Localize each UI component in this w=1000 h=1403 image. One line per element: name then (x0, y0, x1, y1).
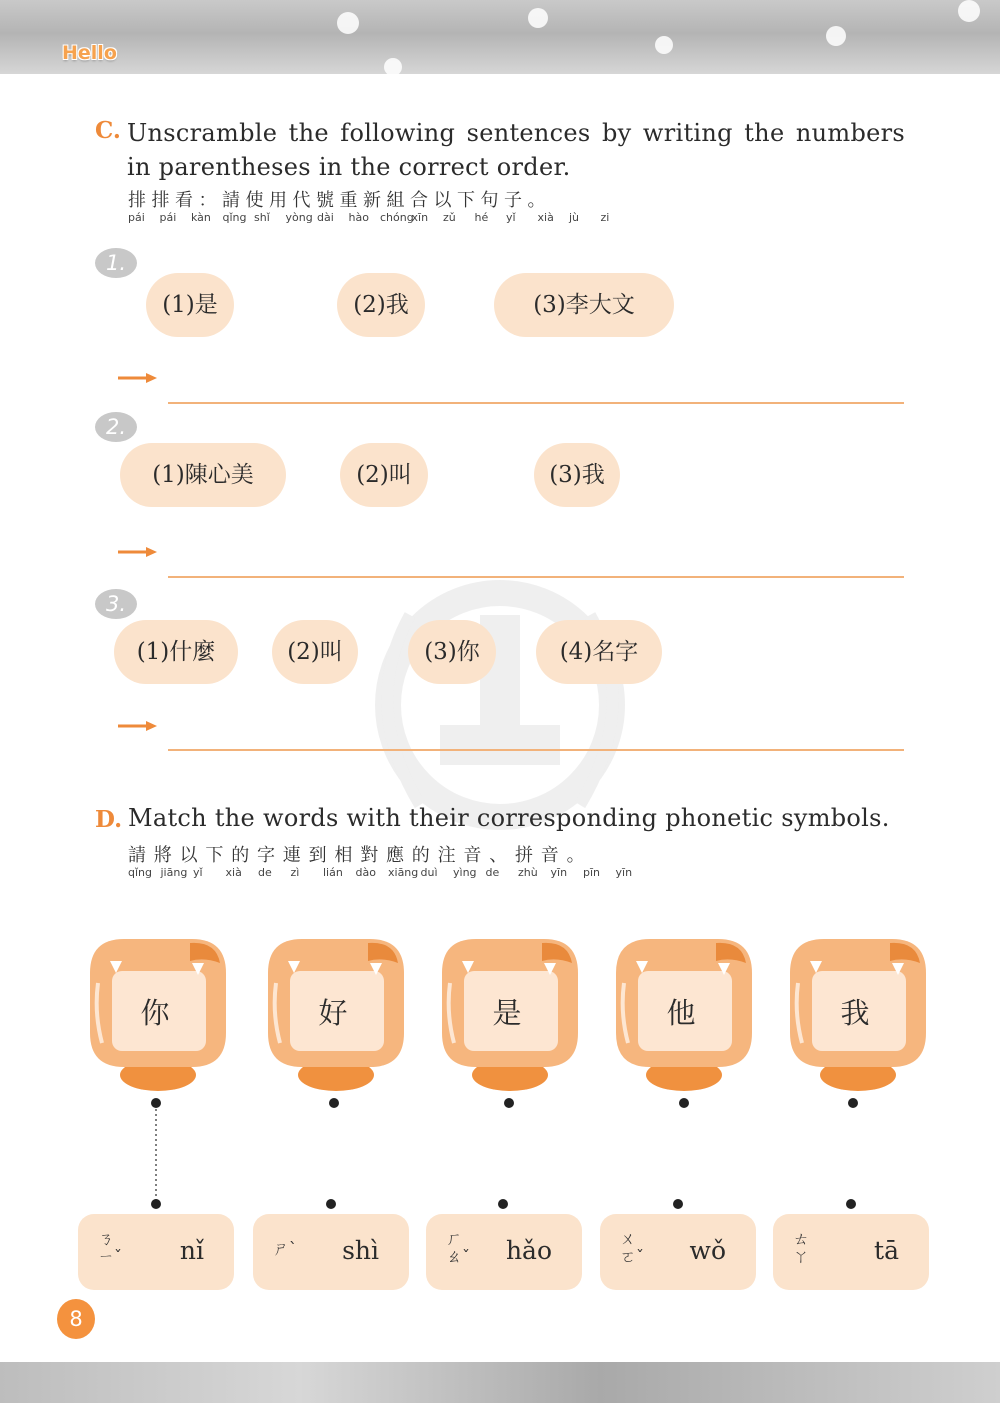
pinyin-syllable: xīn (411, 211, 429, 224)
connector-line (150, 1104, 162, 1206)
word-chip: (3)你 (408, 620, 496, 684)
question-number-2: 2. (95, 412, 137, 442)
pinyin-syllable: de (258, 866, 272, 879)
word-chip: (1)是 (146, 273, 234, 337)
pinyin-syllable: duì (420, 866, 438, 879)
bopomofo-label: ㄋ ㄧˇ (98, 1229, 123, 1266)
arrow-right-icon (118, 372, 158, 384)
section-c-letter: C. (95, 117, 121, 144)
word-chip: (2)叫 (272, 620, 358, 684)
pinyin-label: hǎo (505, 1236, 552, 1265)
match-dot-bottom[interactable] (326, 1199, 336, 1209)
pinyin-syllable: qǐng (222, 211, 247, 224)
section-c-title: Unscramble the following sentences by writing the numbers in parentheses in the correct order. (127, 119, 905, 181)
header-band (0, 0, 1000, 74)
pinyin-syllable: pái (128, 211, 145, 224)
section-d-chinese: 請將以下的字連到相對應的注音、拼音。 (128, 845, 593, 866)
pinyin-label: wǒ (689, 1236, 726, 1265)
pinyin-syllable: xià (537, 211, 554, 224)
word-chip: (2)叫 (340, 443, 428, 507)
pinyin-syllable: yīn (615, 866, 633, 879)
pinyin-syllable: yǐ (506, 211, 516, 224)
pinyin-syllable: jiāng (160, 866, 188, 879)
match-dot-bottom[interactable] (673, 1199, 683, 1209)
character-tile (780, 933, 936, 1093)
match-dot-bottom[interactable] (498, 1199, 508, 1209)
bopomofo-label: ㄏ ㄠˇ (446, 1229, 471, 1266)
match-dot-top[interactable] (679, 1098, 689, 1108)
phonetic-box-shi (253, 1214, 409, 1290)
match-dot-top[interactable] (504, 1098, 514, 1108)
tile-character: 他 (666, 996, 696, 1030)
bopomofo-label: ㄕˋ (273, 1239, 298, 1258)
pinyin-syllable: hé (474, 211, 489, 224)
pinyin-label: tā (874, 1236, 899, 1265)
pinyin-syllable: yìng (453, 866, 477, 879)
pinyin-syllable: shǐ (254, 211, 270, 224)
character-tile (432, 933, 588, 1093)
phonetic-box-ni (78, 1214, 234, 1290)
pinyin-label: shì (342, 1236, 379, 1265)
pinyin-syllable: yīn (550, 866, 568, 879)
phonetic-box-wo (600, 1214, 756, 1290)
page-number: 8 (57, 1299, 95, 1339)
pinyin-label: nǐ (179, 1236, 204, 1265)
question-number-3: 3. (95, 589, 137, 619)
pinyin-syllable: zì (290, 866, 300, 879)
character-tile (258, 933, 414, 1093)
pinyin-syllable: pīn (583, 866, 601, 879)
match-dot-top[interactable] (848, 1098, 858, 1108)
answer-line-3[interactable] (168, 749, 904, 751)
bopomofo-label: ㄨ ㄛˇ (620, 1229, 645, 1266)
word-chip: (1)陳心美 (120, 443, 286, 507)
phonetic-box-hao (426, 1214, 582, 1290)
pinyin-syllable: lián (323, 866, 343, 879)
pinyin-syllable: zhù (518, 866, 538, 879)
pinyin-syllable: de (485, 866, 500, 879)
match-dot-top[interactable] (151, 1098, 161, 1108)
pinyin-syllable: dài (317, 211, 334, 224)
word-chip: (1)什麼 (114, 620, 238, 684)
arrow-right-icon (118, 720, 158, 732)
tile-character: 是 (492, 996, 522, 1030)
pinyin-syllable: xiāng (388, 866, 419, 879)
pinyin-syllable: jù (569, 211, 580, 224)
section-d-letter: D. (95, 806, 123, 833)
pinyin-syllable: chóng (380, 211, 414, 224)
question-number-1: 1. (95, 248, 137, 278)
word-chip: (3)李大文 (494, 273, 674, 337)
tile-character: 好 (318, 996, 348, 1030)
word-chip: (4)名字 (536, 620, 662, 684)
match-dot-bottom[interactable] (151, 1199, 161, 1209)
answer-line-1[interactable] (168, 402, 904, 404)
pinyin-syllable: qǐng (128, 866, 152, 879)
answer-line-2[interactable] (168, 576, 904, 578)
header-title: Hello (62, 42, 117, 64)
phonetic-box-ta (773, 1214, 929, 1290)
pinyin-syllable: hào (348, 211, 369, 224)
pinyin-syllable: yǐ (193, 866, 203, 879)
bopomofo-label: ㄊ ㄚ (793, 1229, 810, 1266)
section-d-title: Match the words with their corresponding phonetic symbols. (128, 804, 890, 832)
arrow-right-icon (118, 546, 158, 558)
pinyin-syllable: kàn (191, 211, 211, 224)
pinyin-syllable: zǔ (443, 211, 456, 224)
pinyin-syllable: yòng (285, 211, 313, 224)
section-c-chinese: 排排看：請使用代號重新組合以下句子。 (128, 190, 551, 211)
pinyin-syllable: dào (355, 866, 376, 879)
tile-character: 你 (140, 996, 170, 1030)
pinyin-syllable: pái (159, 211, 177, 224)
footer-band (0, 1362, 1000, 1403)
section-c-pinyin (128, 211, 688, 225)
match-dot-bottom[interactable] (846, 1199, 856, 1209)
match-dot-top[interactable] (329, 1098, 339, 1108)
word-chip: (2)我 (337, 273, 425, 337)
word-chip: (3)我 (534, 443, 620, 507)
character-tile (606, 933, 762, 1093)
section-d-pinyin (128, 866, 688, 880)
pinyin-syllable: xià (225, 866, 242, 879)
character-tile (80, 933, 236, 1093)
pinyin-syllable: zi (600, 211, 610, 224)
tile-character: 我 (840, 996, 870, 1030)
